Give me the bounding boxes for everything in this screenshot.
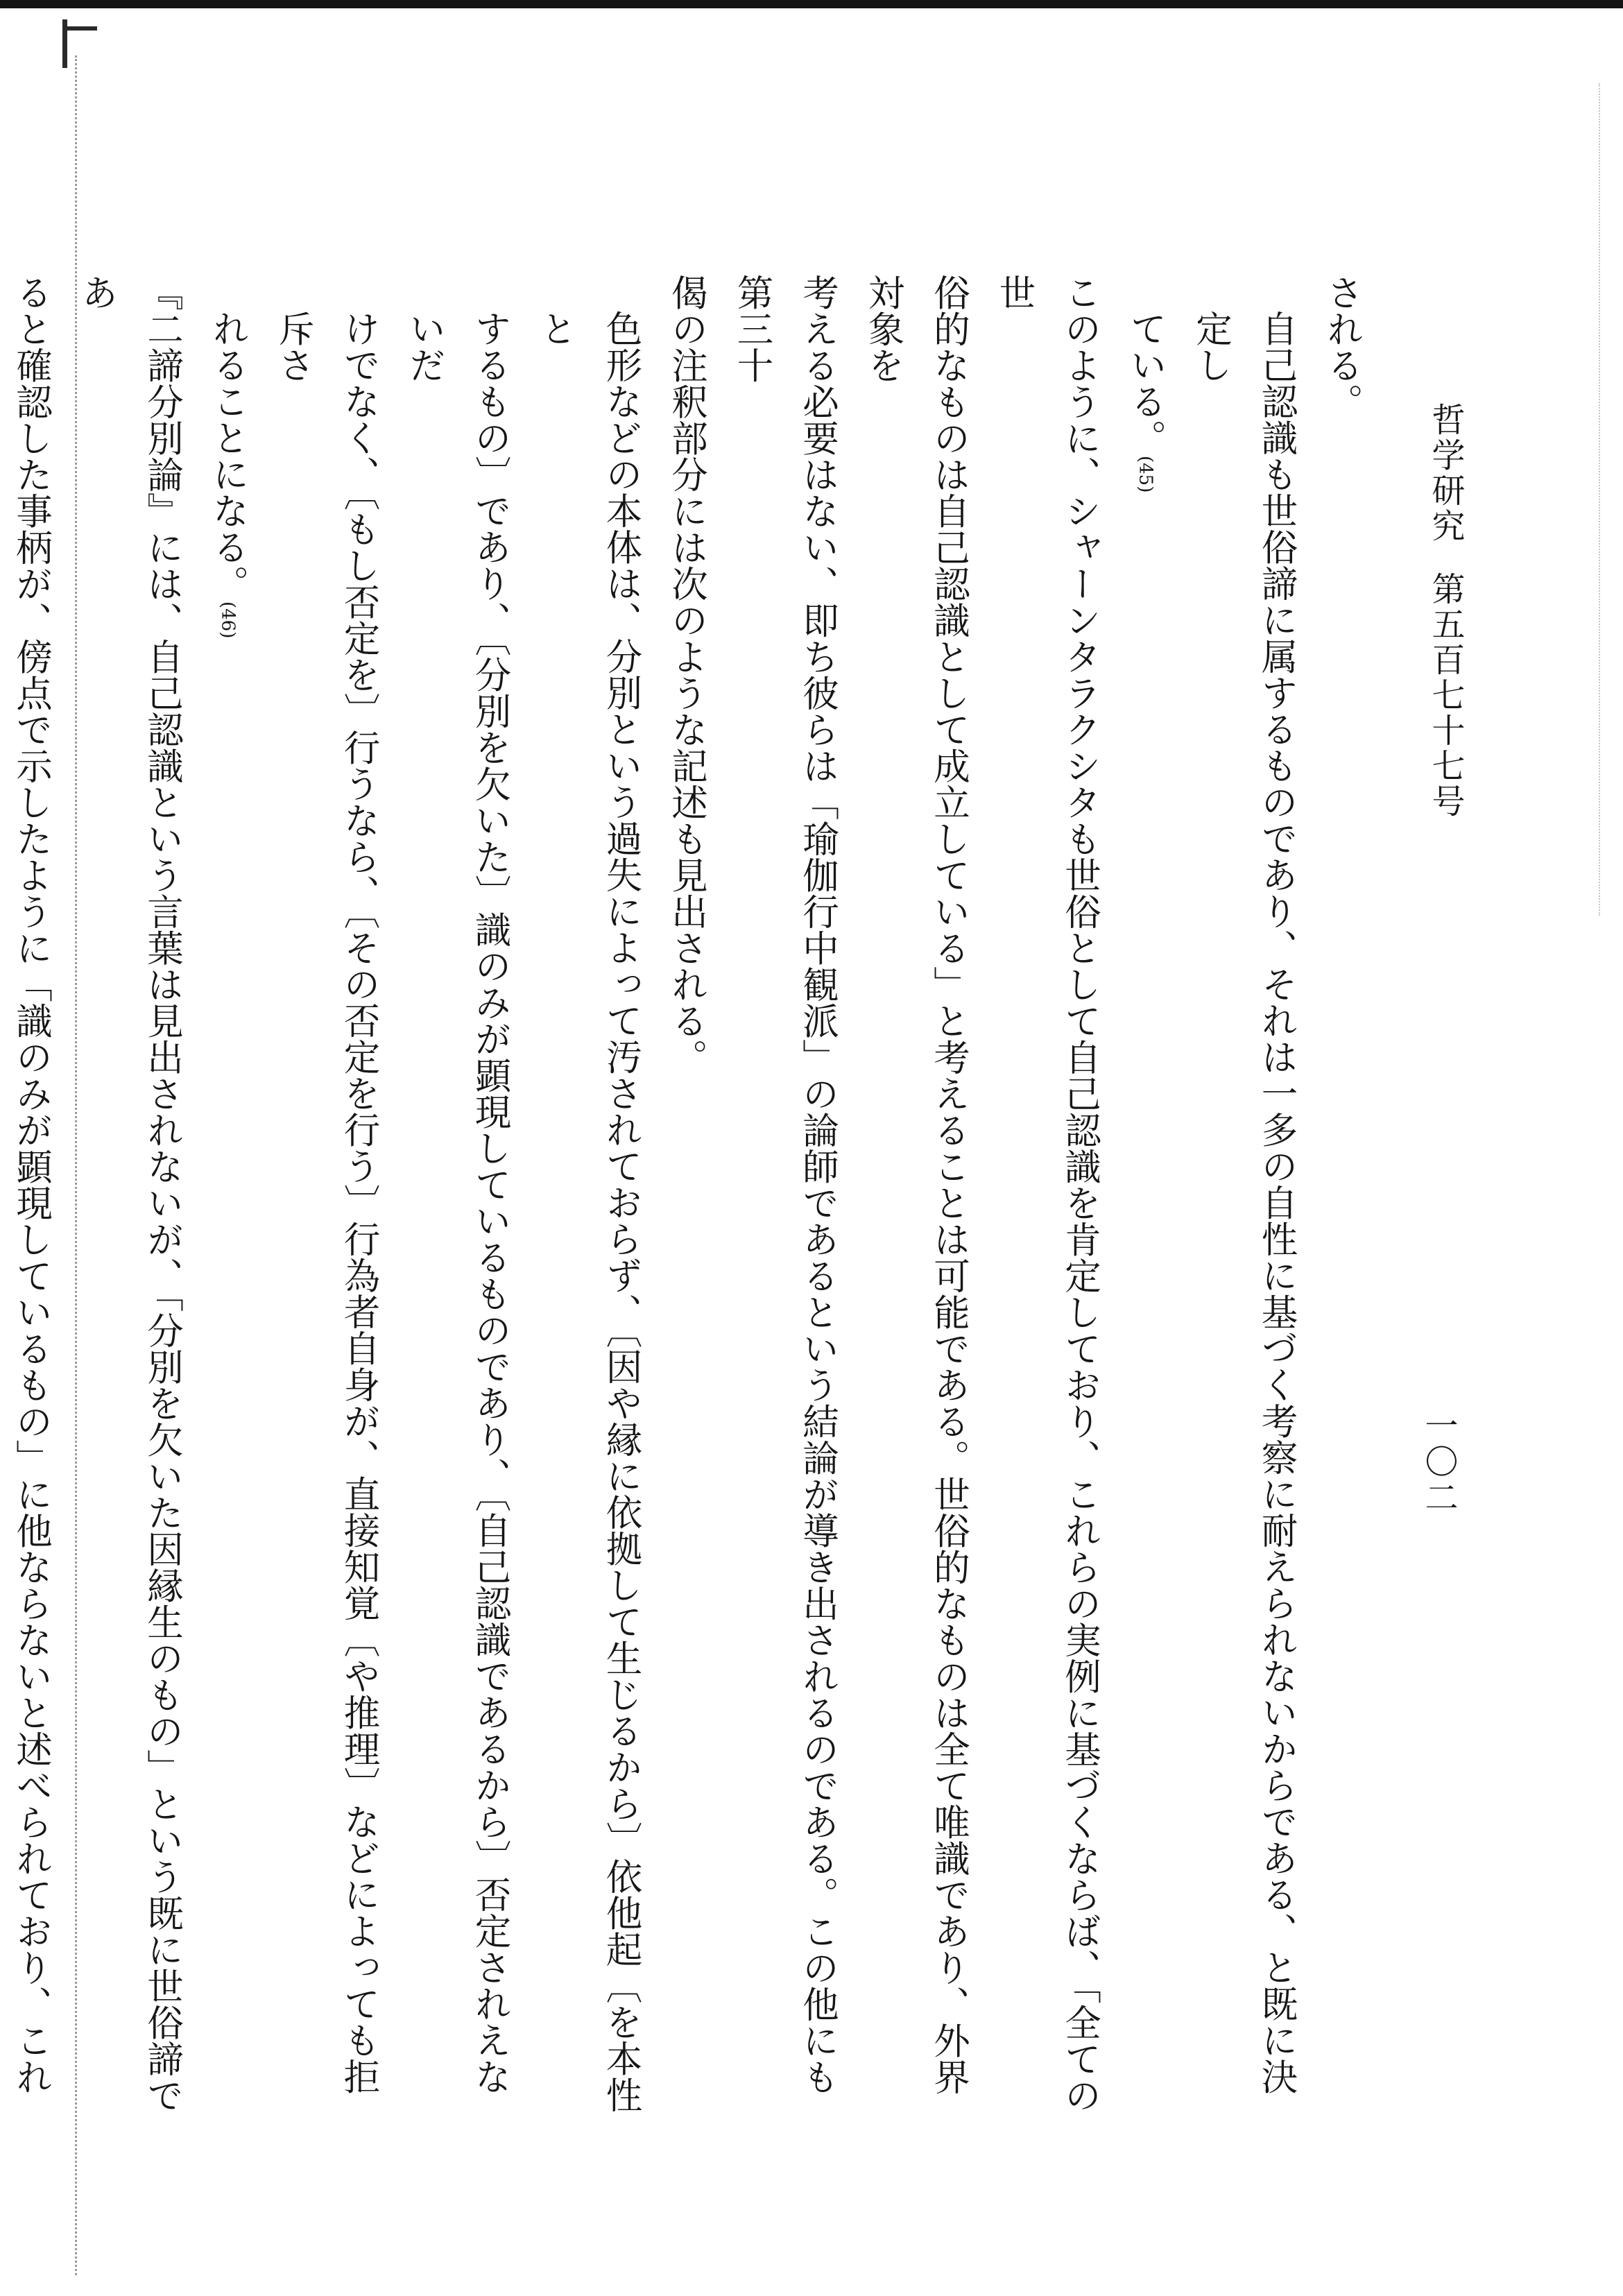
running-header: [1414, 402, 1465, 957]
text-line: 偈の注釈部分には次のような記述も見出される。: [666, 274, 708, 1075]
text-line: 考える必要はない、即ち彼らは「瑜伽行中観派」の論師であるという結論が導き出されるのである。この他にも第三十: [731, 274, 839, 2095]
note-marker-46: (46): [217, 601, 239, 639]
quote-line: けでなく、〔もし否定を〕行うなら、〔その否定を行う〕行為者自身が、直接知覚〔や推理〕などによっても拒斥さ: [273, 310, 381, 2095]
quote-line: するもの〕であり、〔分別を欠いた〕識のみが顕現しているものであり、〔自己認識であるから〕否定されえないだ: [404, 310, 512, 2095]
scan-right-edge: [1599, 83, 1600, 916]
scan-top-border: [0, 0, 1623, 8]
text-line: ると確認した事柄が、傍点で示したように「識のみが顕現しているもの」に他ならないと述べられており、これ: [10, 274, 53, 2095]
note-marker-45: (45): [1135, 456, 1156, 493]
text-line: 俗的なものは自己認識として成立している」と考えることは可能である。世俗的なものは全て唯識であり、外界対象を: [862, 274, 970, 2095]
text-line: 『二諦分別論』には、自己認識という言葉は見出されないが、「分別を欠いた因縁生のもの」という既に世俗諦であ: [76, 274, 184, 2114]
quote-line: れることになる。(46): [207, 310, 250, 639]
text-line: このように、シャーンタラクシタも世俗として自己認識を肯定しており、これらの実例に基づくならば、「全ての世: [993, 274, 1101, 2114]
quote-line: 色形などの本体は、分別という過失によって汚されておらず、〔因や縁に依拠して生じるから〕依他起〔を本性と: [535, 310, 643, 2113]
quote-line: ている。(45): [1124, 310, 1167, 493]
page-number: 一〇二: [1419, 1408, 1458, 1516]
quote-line: 自己認識も世俗諦に属するものであり、それは一多の自性に基づく考察に耐えられないからである、と既に決定し: [1190, 310, 1298, 2095]
issue-number: 第五百七十七号: [1426, 572, 1465, 819]
crop-mark-horizontal: [62, 26, 97, 31]
journal-name: 哲学研究: [1426, 402, 1465, 544]
text-line: される。: [1321, 274, 1364, 420]
main-text: [10, 274, 1375, 2119]
